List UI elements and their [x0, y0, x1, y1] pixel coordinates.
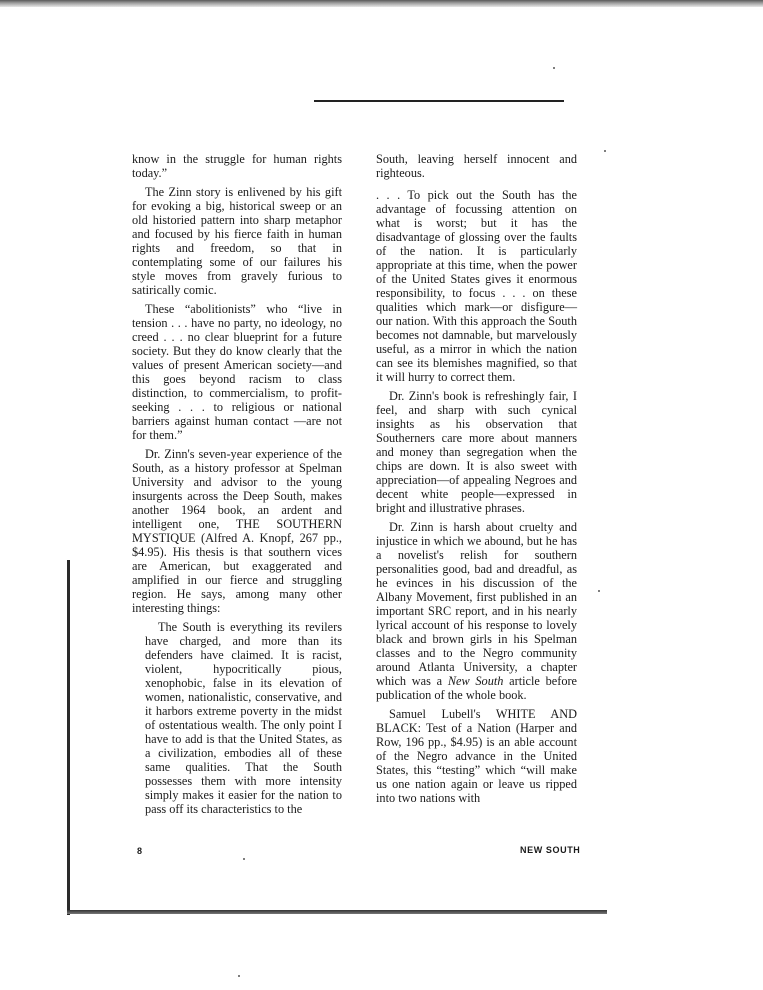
paragraph-text: Dr. Zinn is harsh about cruelty and injustice in which we abound, but he has a novelist's relish for southern personalities good, bad and dreadful, as he evinces in his discussion of the Albany Movement, first published in an important SRC report, and in his nearly lyrical account of his response to lovely black and brown girls in his Spelman classes and to the Negro community around Atlanta University, a chapter which was a: [376, 520, 577, 688]
block-quote: . . . To pick out the South has the advantage of focussing attention on what is worst; but it has the disadvantage of glossing over the faults of the nation. It is particularly appropriate at this time, when the power of the United States gives it enormous responsibility, to focus . . . on these qualities which mark—or disfigure—our nation. With this approach the South becomes not damnable, but marvelously useful, as a mirror in which the nation can see its blemishes magnified, so that it will hurry to correct them.: [376, 188, 577, 384]
paragraph: Dr. Zinn's book is refreshingly fair, I feel, and sharp with such cynical insights as his observation that Southerners care more about manners and money than segregation when the chips are down. It is also sweet with appreciation—of appealing Negroes and decent white people—expressed in bright and illustrative phrases.: [376, 389, 577, 515]
scan-speck: [553, 67, 555, 69]
running-footer-title: NEW SOUTH: [520, 845, 581, 855]
scan-speck: [598, 590, 600, 592]
scan-speck: [604, 150, 606, 152]
left-column: [132, 152, 342, 821]
block-quote: The South is everything its revilers have charged, and more than its defenders have claimed. It is racist, violent, hypocritically pious, xenophobic, false in its elevation of women, nationalistic, conservative, and it harbors extreme poverty in the midst of ostentatious wealth. The only point I have to add is that the United States, as a civilization, embodies all of these same qualities. That the South possesses them with more intensity simply makes it easier for the nation to pass off its characteristics to the: [145, 620, 342, 816]
paragraph: Samuel Lubell's WHITE AND BLACK: Test of a Nation (Harper and Row, 196 pp., $4.95) is an able account of the Negro advance in the United States, this “testing” which “will make us one nation again or leave us ripped into two nations with: [376, 707, 577, 805]
scan-speck: [243, 858, 245, 860]
paragraph: know in the struggle for human rights today.”: [132, 152, 342, 180]
paragraph: The Zinn story is enlivened by his gift for evoking a big, historical sweep or an old historied pattern into sharp metaphor and focused by his fierce faith in human rights and freedom, so that in contemplating some of our failures his style moves from gravely furious to satirically comic.: [132, 185, 342, 297]
right-column: [376, 152, 577, 810]
paragraph: Dr. Zinn's seven-year experience of the South, as a history professor at Spelman University and advisor to the young insurgents across the Deep South, makes another 1964 book, an ardent and intelligent one, THE SOUTHERN MYSTIQUE (Alfred A. Knopf, 267 pp., $4.95). His thesis is that southern vices are American, but exaggerated and amplified in our fierce and struggling region. He says, among many other interesting things:: [132, 447, 342, 615]
italic-title: New South: [447, 674, 504, 688]
scan-top-edge: [0, 0, 763, 7]
block-quote-continued: South, leaving herself innocent and righteous.: [376, 152, 577, 180]
scan-bottom-edge: [67, 910, 607, 914]
scan-left-edge: [67, 560, 70, 915]
paragraph-text: article before publication of the whole book.: [376, 674, 578, 702]
header-rule: [314, 100, 564, 102]
paragraph: [376, 520, 577, 702]
paragraph: These “abolitionists” who “live in tension . . . have no party, no ideology, no creed . . . no clear blueprint for a future society. But they do know clearly that the values of present American society—and this goes beyond racism to class distinction, to commercialism, to profit-seeking . . . to religious or national barriers against human contact —are not for them.”: [132, 302, 342, 442]
scan-speck: [238, 975, 240, 977]
page-number: 8: [137, 846, 143, 856]
